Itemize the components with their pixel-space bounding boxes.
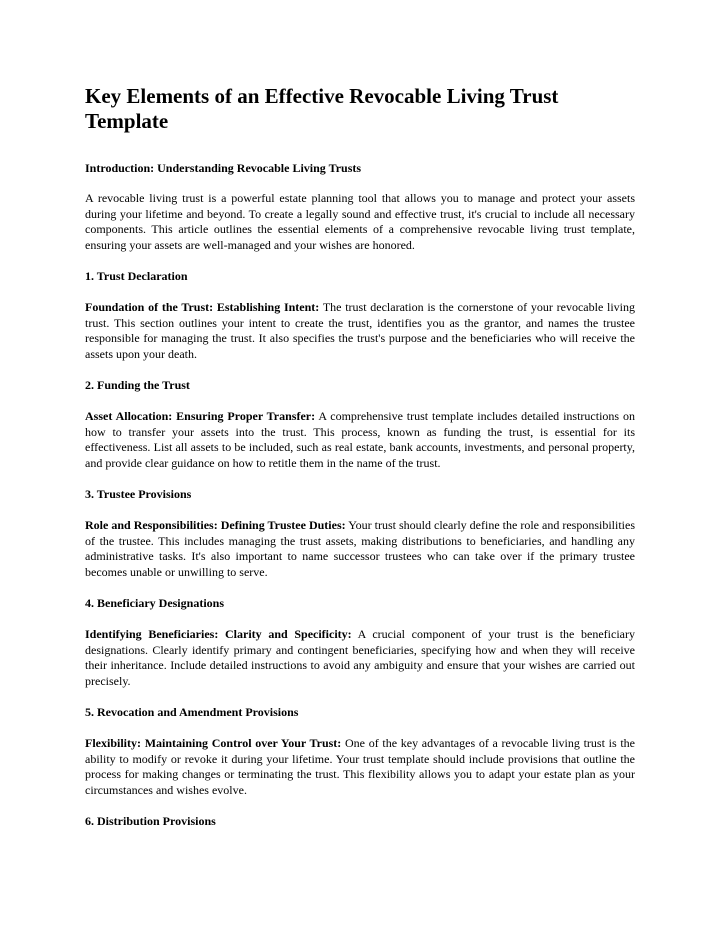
paragraph-lead: Asset Allocation: Ensuring Proper Transfer: [85, 409, 316, 423]
paragraph-body: A comprehensive trust template includes detailed instructions on how to transfer your assets into the trust. This process, known as funding the trust, is essential for its effectiveness. List all assets to be included, such as real estate, bank accounts, investments, and personal property, and provide clear guidance on how to retitle them in the name of the trust. [85, 409, 635, 470]
paragraph-body: The trust declaration is the cornerstone of your revocable living trust. This section outlines your intent to create the trust, identifies you as the grantor, and names the trustee responsible for managing the trust. It also specifies the trust's purpose and the beneficiaries who will receive the assets upon your death. [85, 300, 636, 361]
paragraph-lead: Role and Responsibilities: Defining Trustee Duties: [85, 518, 346, 532]
section-paragraph-trustee [85, 518, 635, 580]
document-title: Key Elements of an Effective Revocable Living Trust Template [85, 84, 559, 133]
section-heading-funding: 2. Funding the Trust [85, 378, 190, 392]
paragraph-lead: Identifying Beneficiaries: Clarity and Specificity: [85, 627, 352, 641]
paragraph-lead: Flexibility: Maintaining Control over Your Trust: [85, 736, 342, 750]
section-paragraph-revocation [85, 736, 635, 798]
section-heading-beneficiary: 4. Beneficiary Designations [85, 596, 224, 610]
paragraph-lead: Foundation of the Trust: Establishing Intent: [85, 300, 320, 314]
section-paragraph-trust-declaration [85, 300, 635, 362]
paragraph-body: A crucial component of your trust is the beneficiary designations. Clearly identify primary and contingent beneficiaries, specifying how and when they will receive their inheritance. Include detailed instructions to avoid any ambiguity and ensure that your wishes are carried out precisely. [85, 627, 635, 688]
section-heading-trust-declaration: 1. Trust Declaration [85, 269, 188, 283]
document-page [85, 84, 635, 845]
section-heading-revocation: 5. Revocation and Amendment Provisions [85, 705, 299, 719]
intro-heading: Introduction: Understanding Revocable Living Trusts [85, 161, 362, 175]
section-paragraph-beneficiary [85, 627, 635, 689]
intro-paragraph: A revocable living trust is a powerful estate planning tool that allows you to manage and protect your assets during your lifetime and beyond. To create a legally sound and effective trust, it's crucial to include all necessary components. This article outlines the essential elements of a comprehensive revocable living trust template, ensuring your assets are well-managed and your wishes are honored. [85, 191, 635, 252]
section-paragraph-funding [85, 409, 635, 471]
paragraph-body: One of the key advantages of a revocable living trust is the ability to modify or revoke it during your lifetime. Your trust template should include provisions that outline the process for making changes or terminating the trust. This flexibility allows you to adapt your estate plan as your circumstances and wishes evolve. [85, 736, 635, 797]
section-heading-distribution: 6. Distribution Provisions [85, 814, 216, 828]
paragraph-body: Your trust should clearly define the role and responsibilities of the trustee. This includes managing the trust assets, making distributions to beneficiaries, and handling any administrative tasks. It's also important to name successor trustees who can take over if the primary trustee becomes unable or unwilling to serve. [85, 518, 635, 579]
section-heading-trustee: 3. Trustee Provisions [85, 487, 192, 501]
